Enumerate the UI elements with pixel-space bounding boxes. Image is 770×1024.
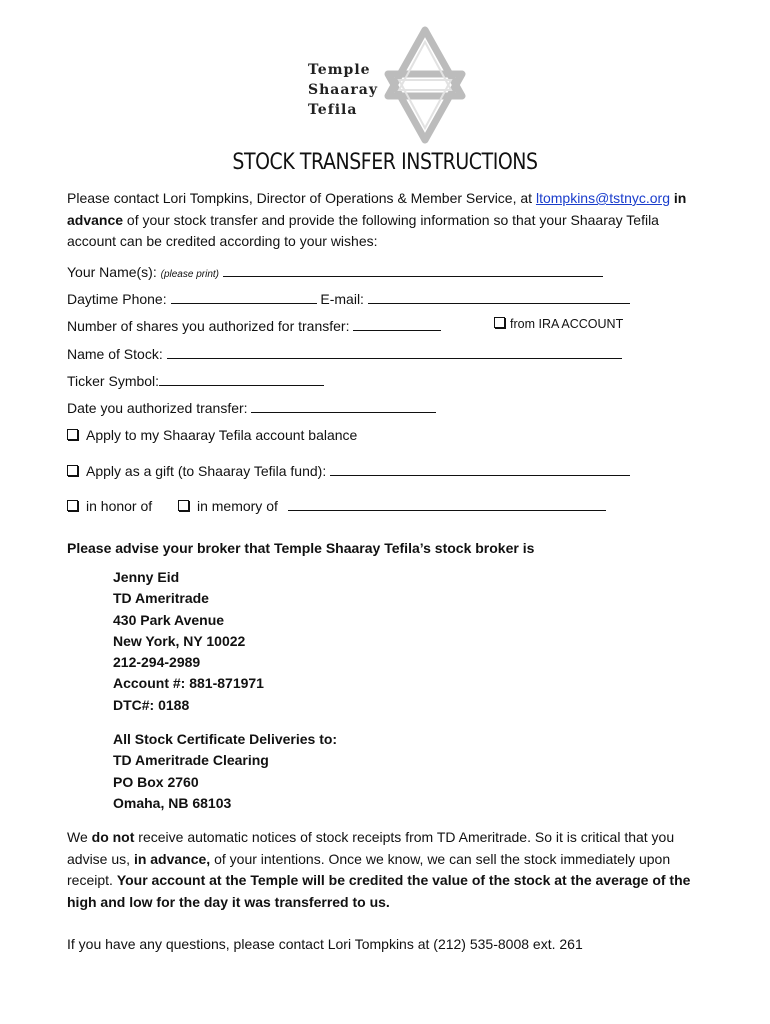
names-label: Your Name(s): xyxy=(67,264,161,280)
names-field-row xyxy=(67,262,603,280)
shares-row xyxy=(67,316,441,334)
notice-emphasis: in advance, xyxy=(133,850,211,867)
page-title: STOCK TRANSFER INSTRUCTIONS xyxy=(232,150,538,175)
apply-gift-option xyxy=(67,461,630,479)
date-label: Date you authorized transfer: xyxy=(67,400,252,416)
tribute-name-input[interactable] xyxy=(288,496,606,511)
names-hint: (please print) xyxy=(160,269,219,280)
date-row xyxy=(67,398,436,416)
ira-label: from IRA ACCOUNT xyxy=(510,317,624,331)
stock-name-row xyxy=(67,344,622,362)
logo-line: Temple xyxy=(308,62,371,78)
broker-line: Jenny Eid xyxy=(113,569,180,585)
logo-line: Shaaray xyxy=(308,82,379,98)
broker-heading: Please advise your broker that Temple Shaaray Tefila’s stock broker is xyxy=(67,540,535,556)
ticker-label: Ticker Symbol: xyxy=(67,373,160,389)
broker-line: Account #: 881-871971 xyxy=(113,675,264,692)
notice-emphasis: Your account at the Temple will be credited the value of the stock at the average of the high and low for the day it was transferred to us. xyxy=(67,872,691,910)
apply-balance-checkbox[interactable] xyxy=(67,429,78,440)
intro-paragraph xyxy=(67,188,707,253)
intro-text: Please contact Lori Tompkins, Director of Operations & Member Service, at xyxy=(67,190,536,206)
broker-line: 212-294-2989 xyxy=(113,654,201,671)
notice-emphasis: do not xyxy=(91,829,135,845)
logo-line: Tefila xyxy=(308,102,358,118)
date-input[interactable] xyxy=(251,398,436,413)
temple-logo xyxy=(300,26,470,144)
honor-checkbox[interactable] xyxy=(67,500,78,511)
logo-wordmark xyxy=(308,60,378,120)
apply-gift-checkbox[interactable] xyxy=(67,465,78,476)
shares-label: Number of shares you authorized for transfer: xyxy=(67,318,354,334)
broker-line: New York, NY 10022 xyxy=(113,632,246,649)
stock-name-label: Name of Stock: xyxy=(67,346,167,362)
ticker-row xyxy=(67,371,324,389)
gift-fund-input[interactable] xyxy=(330,461,630,476)
phone-email-row xyxy=(67,289,630,307)
certificate-line: All Stock Certificate Deliveries to: xyxy=(113,731,338,747)
intro-advance: in advance xyxy=(67,190,687,228)
notice-text: of your intentions. Once we know, we can sell the stock immediately upon receipt. xyxy=(67,850,671,888)
notice-paragraph xyxy=(67,827,717,913)
certificate-line: PO Box 2760 xyxy=(113,773,199,790)
broker-line: TD Ameritrade xyxy=(113,590,209,607)
honor-label: in honor of xyxy=(86,498,153,514)
contact-email-link[interactable]: ltompkins@tstnyc.org xyxy=(535,190,670,206)
broker-line: 430 Park Avenue xyxy=(113,611,225,628)
notice-text: We xyxy=(67,829,92,845)
phone-label: Daytime Phone: xyxy=(67,291,171,307)
ticker-input[interactable] xyxy=(159,371,324,386)
memory-label: in memory of xyxy=(196,498,278,514)
memory-checkbox[interactable] xyxy=(178,500,189,511)
intro-text: of your stock transfer and provide the following information so that your Shaaray Tefila account can be credited according to your wishes: xyxy=(67,211,659,249)
email-input[interactable] xyxy=(368,289,630,304)
broker-line: DTC#: 0188 xyxy=(113,696,190,713)
apply-balance-option xyxy=(67,427,357,443)
apply-balance-label: Apply to my Shaaray Tefila account balance xyxy=(86,427,358,443)
questions-contact: If you have any questions, please contact Lori Tompkins at (212) 535-8008 ext. 261 xyxy=(67,936,583,952)
notice-text: receive automatic notices of stock receipts from TD Ameritrade. So it is critical that you advise us, xyxy=(67,829,675,867)
email-label: E-mail: xyxy=(316,291,368,307)
stock-name-input[interactable] xyxy=(167,344,622,359)
broker-info xyxy=(113,567,264,716)
shares-input[interactable] xyxy=(353,316,441,331)
ira-checkbox[interactable] xyxy=(494,317,505,328)
phone-input[interactable] xyxy=(171,289,317,304)
apply-gift-label: Apply as a gift (to Shaaray Tefila fund): xyxy=(86,463,331,479)
names-input[interactable] xyxy=(223,262,603,277)
certificate-line: Omaha, NB 68103 xyxy=(113,794,232,811)
certificate-delivery-info xyxy=(113,729,337,814)
certificate-line: TD Ameritrade Clearing xyxy=(113,752,269,769)
ira-option xyxy=(494,317,623,331)
tribute-row xyxy=(67,496,606,514)
